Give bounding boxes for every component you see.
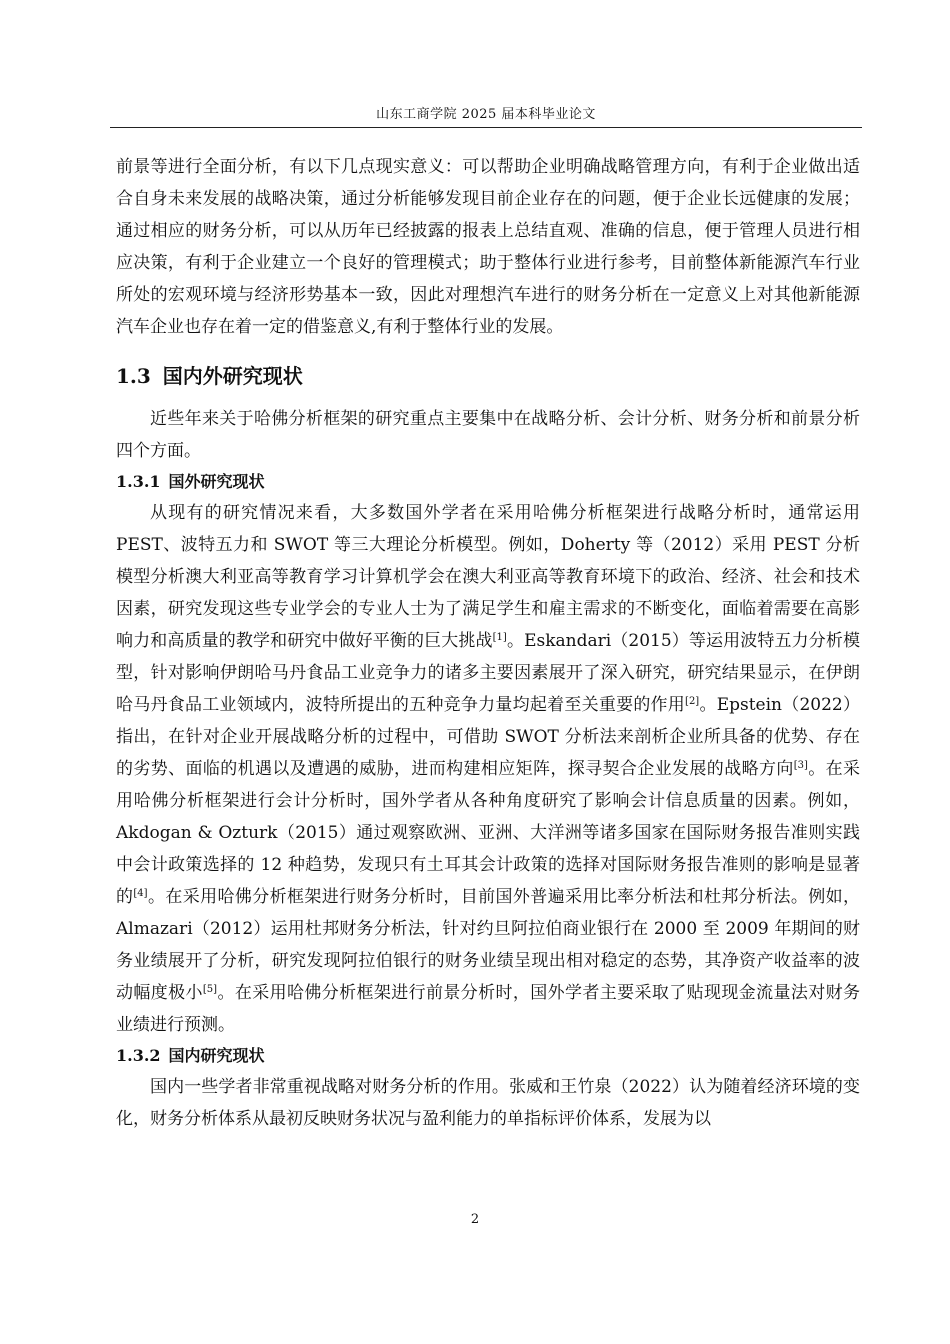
text-run: 。在采用哈佛分析框架进行会计分析时，国外学者从各种角度研究了影响会计信息质量的因素。例如，Akdogan & Ozturk（2015）通过观察欧洲、亚洲、大洋洲等诸多国家在国际财务报告准则实践中会计政策选择的 12 种趋势，发现只有土耳其会计政策的选择对国际财务报告准则的影响是显著的 bbox=[116, 759, 861, 907]
subsection-number: 1.3.1 bbox=[116, 472, 161, 491]
citation-2: [2] bbox=[685, 696, 700, 707]
citation-1: [1] bbox=[492, 632, 507, 643]
header-rule bbox=[110, 127, 862, 128]
running-header: 山东工商学院 2025 届本科毕业论文 bbox=[376, 107, 596, 122]
page-content bbox=[116, 151, 860, 1135]
text-run: 。在采用哈佛分析框架进行财务分析时，目前国外普遍采用比率分析法和杜邦分析法。例如，Almazari（2012）运用杜邦财务分析法，针对约旦阿拉伯商业银行在 2000 至 2009 年期间的财务业绩展开了分析，研究发现阿拉伯银行的财务业绩呈现出相对稳定的态势，其净资产收益率的波动幅度极小 bbox=[116, 887, 861, 1003]
subsection-title: 国内研究现状 bbox=[168, 1046, 265, 1065]
text-run: 从现有的研究情况来看，大多数国外学者在采用哈佛分析框架进行战略分析时，通常运用 PEST、波特五力和 SWOT 等三大理论分析模型。例如，Doherty 等（2012）采用 PEST 分析模型分析澳大利亚高等教育学习计算机学会在澳大利亚高等教育环境下的政治、经济、社会和技术因素，研究发现这些专业学会的专业人士为了满足学生和雇主需求的不断变化，面临着需要在高影响力和高质量的教学和研究中做好平衡的巨大挑战 bbox=[116, 503, 860, 651]
subsection-title: 国外研究现状 bbox=[168, 472, 265, 491]
paragraph-research-overview: 近些年来关于哈佛分析框架的研究重点主要集中在战略分析、会计分析、财务分析和前景分析四个方面。 bbox=[116, 409, 860, 461]
text-run: 。Epstein（2022）指出，在针对企业开展战略分析的过程中，可借助 SWOT 分析法来剖析企业所具备的优势、存在的劣势、面临的机遇以及遭遇的威胁，进而构建相应矩阵，探寻契合企业发展的战略方向 bbox=[116, 695, 860, 779]
paragraph-foreign-research bbox=[116, 497, 860, 1041]
section-title: 国内外研究现状 bbox=[162, 364, 303, 388]
subsection-heading-1-3-2 bbox=[116, 1041, 860, 1071]
paragraph-domestic-research: 国内一些学者非常重视战略对财务分析的作用。张威和王竹泉（2022）认为随着经济环境的变化，财务分析体系从最初反映财务状况与盈利能力的单指标评价体系，发展为以 bbox=[116, 1077, 860, 1129]
section-number: 1.3 bbox=[116, 364, 151, 388]
text-run: 。Eskandari（2015）等运用波特五力分析模型，针对影响伊朗哈马丹食品工业竞争力的诸多主要因素展开了深入研究，研究结果显示，在伊朗哈马丹食品工业领域内，波特所提出的五种竞争力量均起着至关重要的作用 bbox=[116, 631, 860, 715]
citation-5: [5] bbox=[202, 984, 218, 995]
citation-3: [3] bbox=[793, 760, 808, 771]
citation-4: [4] bbox=[133, 888, 148, 899]
subsection-heading-1-3-1 bbox=[116, 467, 860, 497]
text-run: 。在采用哈佛分析框架进行前景分析时，国外学者主要采取了贴现现金流量法对财务业绩进行预测。 bbox=[116, 983, 861, 1035]
page-number: 2 bbox=[470, 1212, 480, 1227]
paragraph-intro-continuation: 前景等进行全面分析，有以下几点现实意义：可以帮助企业明确战略管理方向，有利于企业做出适合自身未来发展的战略决策，通过分析能够发现目前企业存在的问题，便于企业长远健康的发展；通过相应的财务分析，可以从历年已经披露的报表上总结直观、准确的信息，便于管理人员进行相应决策，有利于企业建立一个良好的管理模式；助于整体行业进行参考，目前整体新能源汽车行业所处的宏观环境与经济形势基本一致，因此对理想汽车进行的财务分析在一定意义上对其他新能源汽车企业也存在着一定的借鉴意义,有利于整体行业的发展。 bbox=[116, 157, 860, 337]
subsection-number: 1.3.2 bbox=[116, 1046, 161, 1065]
section-heading-1-3 bbox=[116, 361, 860, 391]
